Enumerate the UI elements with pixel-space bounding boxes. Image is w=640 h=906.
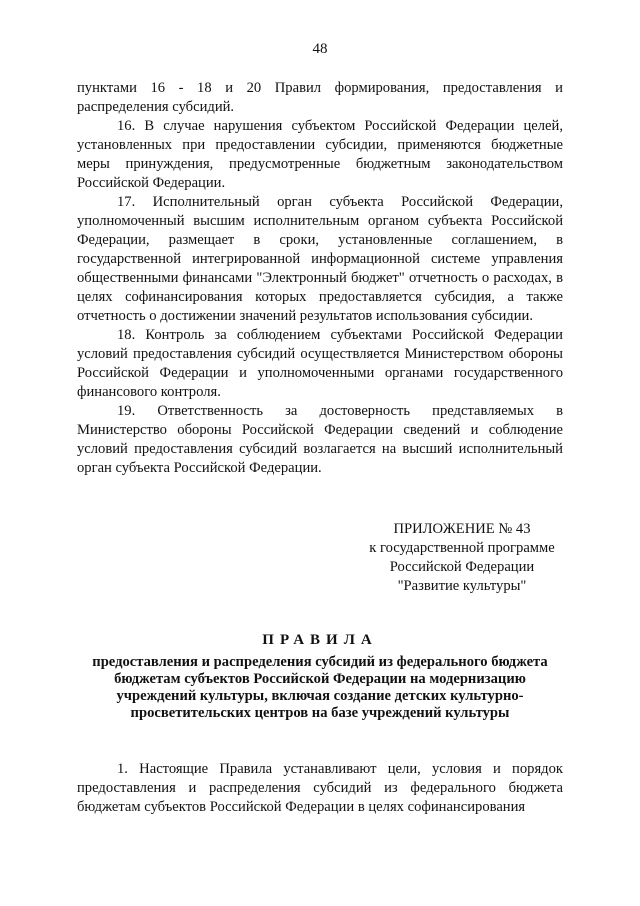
paragraph-1: 1. Настоящие Правила устанавливают цели, условия и порядок предоставления и распределения субсидий из федерального бюджета бюджетам субъектов Российской Федерации в целях софинансирования: [77, 761, 563, 815]
subtitle-line-1: предоставления и распределения субсидий из федерального бюджета: [92, 654, 548, 670]
annex-program: к государственной программе: [369, 540, 555, 556]
paragraph-17: 17. Исполнительный орган субъекта Российской Федерации, уполномоченный высшим исполнительным органом субъекта Российской Федерации, размещает в сроки, установленные соглашением, в государственной интегрированной информационной системе управления общественными финансами "Электронный бюджет" отчетность о расходах, в целях софинансирования которых предоставляется субсидия, а также отчетность о достижении значений результатов использования субсидии.: [77, 194, 563, 324]
annex-number: ПРИЛОЖЕНИЕ № 43: [393, 521, 531, 537]
paragraph-19: 19. Ответственность за достоверность представляемых в Министерство обороны Российской Федерации сведений и соблюдение условий предоставления субсидий возлагается на высший исполнительный орган субъекта Российской Федерации.: [77, 403, 563, 476]
subtitle-line-4: просветительских центров на базе учреждений культуры: [130, 705, 510, 721]
annex-program-name: "Развитие культуры": [397, 578, 527, 594]
paragraph-16: 16. В случае нарушения субъектом Российской Федерации целей, установленных при предоставлении субсидии, применяются бюджетные меры принуждения, предусмотренные бюджетным законодательством Российской Федерации.: [77, 118, 563, 191]
annex-header: [330, 520, 594, 596]
annex-country: Российской Федерации: [389, 559, 535, 575]
paragraph-18: 18. Контроль за соблюдением субъектами Российской Федерации условий предоставления субсидий осуществляется Министерством обороны Российской Федерации и уполномоченными органами государственного финансового контроля.: [77, 327, 563, 400]
body-text-bottom: [77, 760, 563, 817]
rules-title: ПРАВИЛА: [262, 632, 378, 648]
subtitle-line-2: бюджетам субъектов Российской Федерации на модернизацию: [114, 671, 526, 687]
subtitle-line-3: учреждений культуры, включая создание детских культурно-: [116, 688, 524, 704]
page-number: 48: [312, 41, 328, 57]
rules-subtitle: [60, 654, 580, 722]
body-text-top: [77, 79, 563, 478]
paragraph-continuation: пунктами 16 - 18 и 20 Правил формирования, предоставления и распределения субсидий.: [77, 80, 563, 115]
